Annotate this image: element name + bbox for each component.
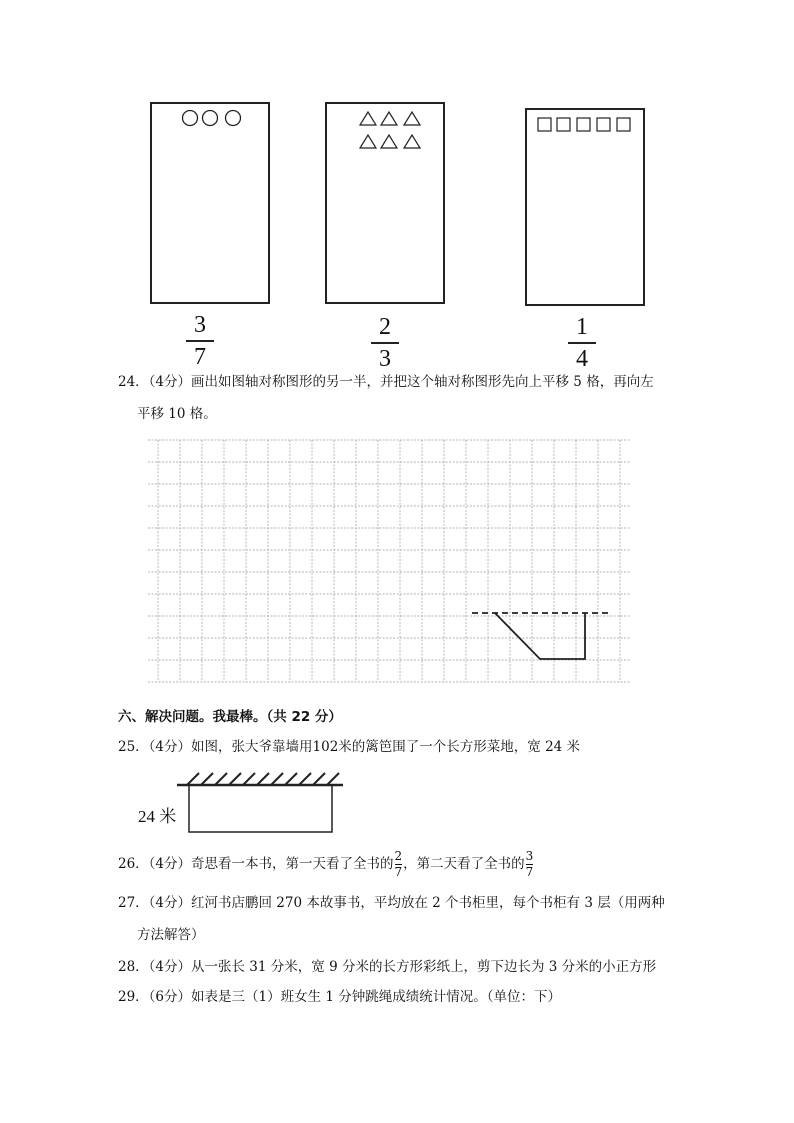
square-shape bbox=[617, 118, 630, 131]
fraction-denominator: 7 bbox=[394, 865, 403, 879]
triangles-group bbox=[327, 108, 443, 162]
circle-shape bbox=[203, 111, 218, 126]
section-heading: 六、解决问题。我最棒。（共 22 分） bbox=[118, 709, 342, 725]
triangle-shape bbox=[360, 112, 376, 125]
triangle-shape bbox=[404, 112, 420, 125]
question-28: 28．（4分）从一张长 31 分米，宽 9 分米的长方形彩纸上，剪下边长为 3 分米的小正方形 bbox=[118, 959, 657, 975]
circles-group bbox=[152, 106, 268, 136]
question-24-line1: 24．（4分）画出如图轴对称图形的另一半，并把这个轴对称图形先向上平移 5 格，再向左 bbox=[118, 374, 654, 390]
square-shape bbox=[597, 118, 610, 131]
fraction-numerator: 2 bbox=[394, 849, 403, 863]
rectangle-triangles bbox=[325, 102, 445, 304]
inline-fraction bbox=[395, 850, 403, 879]
fraction-label bbox=[365, 314, 405, 372]
fraction-bar bbox=[186, 340, 214, 342]
fraction-numerator: 3 bbox=[525, 849, 534, 863]
garden-fence bbox=[189, 785, 332, 832]
wall-hatching bbox=[187, 773, 339, 785]
question-27-line2: 方法解答） bbox=[137, 927, 205, 943]
fraction-numerator: 2 bbox=[379, 314, 391, 340]
width-label: 24 米 bbox=[138, 807, 177, 826]
square-shape bbox=[538, 118, 551, 131]
question-29: 29．（6分）如表是三（1）班女生 1 分钟跳绳成绩统计情况。（单位：下） bbox=[118, 989, 562, 1005]
half-shape bbox=[495, 613, 585, 659]
square-shape bbox=[557, 118, 570, 131]
inline-fraction bbox=[526, 850, 534, 879]
grid-figure bbox=[140, 436, 635, 688]
square-shape bbox=[577, 118, 590, 131]
fraction-numerator: 3 bbox=[194, 312, 206, 338]
fraction-bar bbox=[371, 342, 399, 344]
fraction-denominator: 7 bbox=[525, 865, 534, 879]
fraction-numerator: 1 bbox=[576, 314, 588, 340]
squares-group bbox=[527, 114, 643, 138]
rectangle-circles bbox=[150, 102, 270, 304]
fraction-bar bbox=[568, 342, 596, 344]
question-27-line1: 27．（4分）红河书店鹏回 270 本故事书，平均放在 2 个书柜里，每个书柜有 3 层（用两种 bbox=[118, 895, 665, 911]
fraction-denominator: 3 bbox=[379, 346, 391, 372]
fraction-label bbox=[180, 312, 220, 370]
circle-shape bbox=[183, 111, 198, 126]
question-26-text-a: 26．（4分）奇思看一本书，第一天看了全书的 bbox=[118, 856, 394, 872]
garden-figure bbox=[175, 765, 345, 837]
question-24-line2: 平移 10 格。 bbox=[137, 406, 217, 422]
circle-shape bbox=[226, 111, 241, 126]
triangle-shape bbox=[381, 112, 397, 125]
question-26-text-b: ，第二天看了全书的 bbox=[403, 856, 525, 872]
grid-lines bbox=[148, 440, 630, 682]
fraction-denominator: 7 bbox=[194, 344, 206, 370]
question-25: 25．（4分）如图，张大爷靠墙用102米的篱笆围了一个长方形菜地，宽 24 米 bbox=[118, 739, 581, 755]
question-26 bbox=[118, 850, 534, 879]
fraction-denominator: 4 bbox=[576, 346, 588, 372]
fraction-label bbox=[562, 314, 602, 372]
triangle-shape bbox=[404, 135, 420, 148]
triangle-shape bbox=[381, 135, 397, 148]
rectangle-squares bbox=[525, 108, 645, 306]
triangle-shape bbox=[360, 135, 376, 148]
